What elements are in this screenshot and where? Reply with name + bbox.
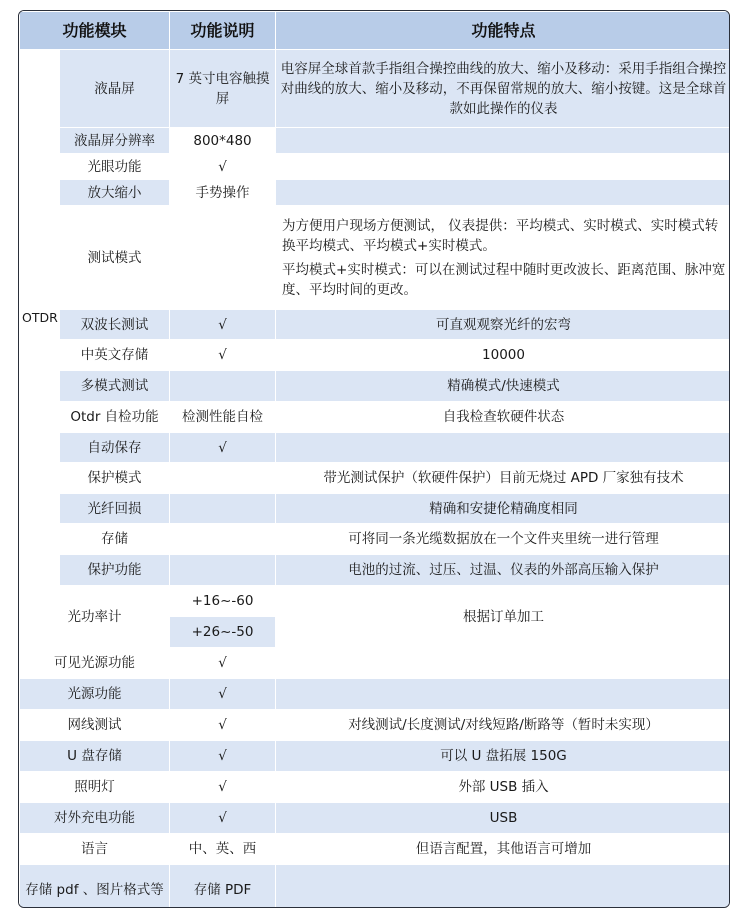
table-row xyxy=(20,50,731,128)
feature-cell: 外部 USB 插入 xyxy=(276,772,730,803)
description-cell: +16~-60 xyxy=(170,586,276,617)
feature-cell: 精确模式/快速模式 xyxy=(276,371,730,402)
header-module: 功能模块 xyxy=(20,12,170,50)
description-cell: 中、英、西 xyxy=(170,834,276,865)
description-cell: 手势操作 xyxy=(170,180,276,206)
module-cell: 液晶屏 xyxy=(60,50,170,128)
feature-cell: 但语言配置，其他语言可增加 xyxy=(276,834,730,865)
table-row xyxy=(20,555,731,586)
table-row xyxy=(20,402,731,433)
description-cell xyxy=(170,206,276,310)
module-cell: 存储 pdf 、图片格式等 xyxy=(20,865,170,909)
description-cell xyxy=(170,555,276,586)
feature-cell xyxy=(276,180,730,206)
description-cell: 7 英寸电容触摸屏 xyxy=(170,50,276,128)
module-cell: 可见光源功能 xyxy=(20,648,170,679)
checkmark-icon: √ xyxy=(170,340,276,371)
description-cell xyxy=(170,371,276,402)
feature-cell xyxy=(276,433,730,463)
checkmark-icon: √ xyxy=(170,803,276,834)
feature-cell: 可以 U 盘拓展 150G xyxy=(276,741,730,772)
feature-cell: USB xyxy=(276,803,730,834)
table-row xyxy=(20,154,731,180)
feature-cell xyxy=(276,128,730,154)
table-row xyxy=(20,865,731,909)
feature-cell: 带光测试保护（软硬件保护）目前无烧过 APD 厂家独有技术 xyxy=(276,463,730,494)
feature-cell: 自我检查软硬件状态 xyxy=(276,402,730,433)
module-cell: 保护模式 xyxy=(60,463,170,494)
table-header-row xyxy=(20,12,731,50)
checkmark-icon: √ xyxy=(170,679,276,710)
description-cell xyxy=(170,494,276,524)
module-cell: 对外充电功能 xyxy=(20,803,170,834)
feature-paragraph: 平均模式+实时模式：可以在测试过程中随时更改波长、距离范围、脉冲宽度、平均时间的更改。 xyxy=(282,261,726,298)
table-row xyxy=(20,679,731,710)
module-cell: 自动保存 xyxy=(60,433,170,463)
module-cell: 保护功能 xyxy=(60,555,170,586)
otdr-group-label: OTDR xyxy=(20,50,60,586)
module-cell: 测试模式 xyxy=(60,206,170,310)
checkmark-icon: √ xyxy=(170,154,276,180)
feature-cell: 10000 xyxy=(276,340,730,371)
feature-paragraph: 为方便用户现场方便测试， 仪表提供：平均模式、实时模式、实时模式转换平均模式、平均模式+实时模式。 xyxy=(282,217,719,254)
description-cell: 检测性能自检 xyxy=(170,402,276,433)
feature-cell: 电容屏全球首款手指组合操控曲线的放大、缩小及移动：采用手指组合操控对曲线的放大、缩小及移动，不再保留常规的放大、缩小按键。这是全球首款如此操作的仪表 xyxy=(276,50,730,128)
table-row xyxy=(20,340,731,371)
module-cell: 语言 xyxy=(20,834,170,865)
table-row xyxy=(20,128,731,154)
module-cell: 网线测试 xyxy=(20,710,170,741)
feature-cell: 精确和安捷伦精确度相同 xyxy=(276,494,730,524)
table-row xyxy=(20,772,731,803)
description-cell: +26~-50 xyxy=(170,617,276,648)
spec-table-frame xyxy=(18,10,730,908)
checkmark-icon: √ xyxy=(170,772,276,803)
module-cell: 光源功能 xyxy=(20,679,170,710)
feature-cell xyxy=(276,679,730,710)
table-row xyxy=(20,834,731,865)
module-cell: 放大缩小 xyxy=(60,180,170,206)
feature-cell xyxy=(276,865,730,909)
table-row xyxy=(20,206,731,310)
module-cell: 双波长测试 xyxy=(60,310,170,340)
feature-cell xyxy=(276,206,730,310)
description-cell: 800*480 xyxy=(170,128,276,154)
module-cell: U 盘存储 xyxy=(20,741,170,772)
table-row xyxy=(20,803,731,834)
table-row xyxy=(20,586,731,617)
description-cell xyxy=(170,463,276,494)
header-description: 功能说明 xyxy=(170,12,276,50)
checkmark-icon: √ xyxy=(170,741,276,772)
table-row xyxy=(20,310,731,340)
module-cell: 中英文存储 xyxy=(60,340,170,371)
table-row xyxy=(20,494,731,524)
checkmark-icon: √ xyxy=(170,648,276,679)
module-cell: 存储 xyxy=(60,524,170,555)
table-row xyxy=(20,371,731,402)
description-cell: 存储 PDF xyxy=(170,865,276,909)
table-row xyxy=(20,648,731,679)
checkmark-icon: √ xyxy=(170,433,276,463)
feature-cell: 可将同一条光缆数据放在一个文件夹里统一进行管理 xyxy=(276,524,730,555)
feature-cell: 根据订单加工 xyxy=(276,586,730,648)
feature-cell: 可直观观察光纤的宏弯 xyxy=(276,310,730,340)
module-cell: 光功率计 xyxy=(20,586,170,648)
feature-cell xyxy=(276,648,730,679)
module-cell: 液晶屏分辨率 xyxy=(60,128,170,154)
header-features: 功能特点 xyxy=(276,12,730,50)
feature-cell: 对线测试/长度测试/对线短路/断路等（暂时未实现） xyxy=(276,710,730,741)
description-cell xyxy=(170,524,276,555)
table-row xyxy=(20,524,731,555)
module-cell: 照明灯 xyxy=(20,772,170,803)
table-row xyxy=(20,463,731,494)
feature-cell: 电池的过流、过压、过温、仪表的外部高压输入保护 xyxy=(276,555,730,586)
module-cell: 光眼功能 xyxy=(60,154,170,180)
module-cell: 多模式测试 xyxy=(60,371,170,402)
module-cell: Otdr 自检功能 xyxy=(60,402,170,433)
module-cell: 光纤回损 xyxy=(60,494,170,524)
table-row xyxy=(20,710,731,741)
table-row xyxy=(20,433,731,463)
table-row xyxy=(20,180,731,206)
checkmark-icon: √ xyxy=(170,710,276,741)
feature-cell xyxy=(276,154,730,180)
checkmark-icon: √ xyxy=(170,310,276,340)
spec-table xyxy=(19,11,730,908)
table-row xyxy=(20,741,731,772)
